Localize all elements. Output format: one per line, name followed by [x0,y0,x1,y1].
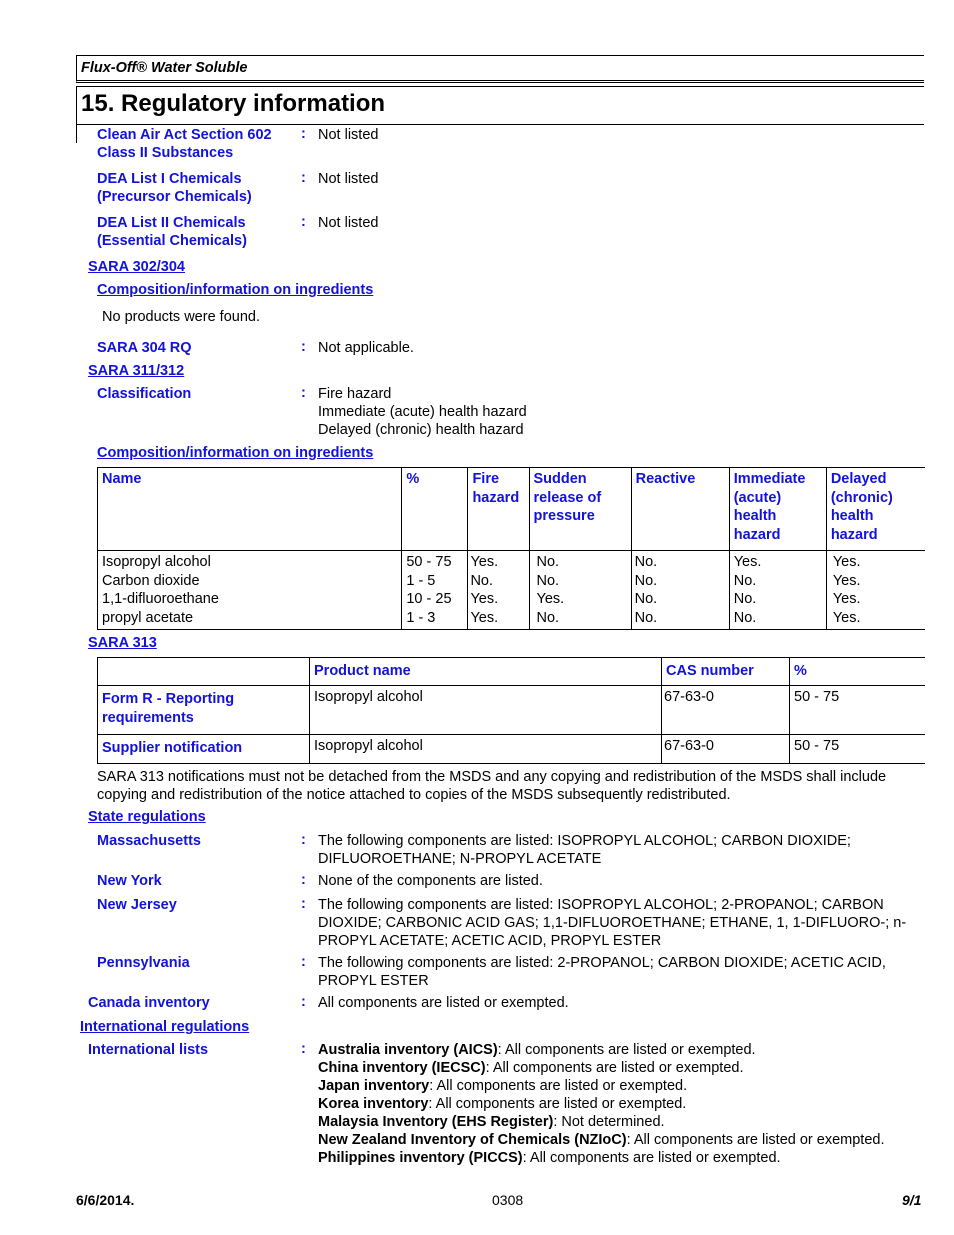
international-lists [318,1041,938,1167]
section-left-rule [76,125,77,143]
cell-fire [468,551,529,630]
classification-item: Delayed (chronic) health hazard [318,422,524,438]
supplier-notification-label: Supplier notification [98,735,310,764]
sara-304-rq-value: Not applicable. [318,340,414,356]
footer-code: 0308 [492,1192,524,1208]
sudden-value: Yes. [536,591,565,607]
dea-list-2-value: Not listed [318,215,379,231]
colon: : [301,896,306,912]
sudden-value: No. [536,572,560,589]
table-header-row [98,658,926,686]
section-header [76,86,924,125]
intl-list-value: : Not determined. [553,1114,665,1130]
colon: : [301,872,306,888]
international-lists-label: International lists [88,1042,209,1058]
dea-list-1-label: DEA List I Chemicals (Precursor Chemicals) [97,171,252,205]
intl-list-value: : All components are listed or exempted. [485,1060,744,1076]
intl-list-name: Australia inventory (AICS) [318,1042,498,1058]
col-immediate: Immediate (acute) health hazard [729,468,826,551]
table-row [98,735,926,764]
sara-311-composition-heading: Composition/information on ingredients [97,445,374,461]
immediate-value: No. [733,591,757,607]
dea-list-2-label: DEA List II Chemicals (Essential Chemicals) [97,215,247,249]
canada-inventory-label: Canada inventory [88,995,210,1011]
col-percent: % [790,658,926,686]
colon: : [301,954,306,970]
percent-value: 10 - 25 [406,591,452,607]
colon: : [301,1041,306,1057]
ingredient-name: 1,1-difluoroethane [102,591,219,607]
col-cas-number: CAS number [662,658,790,686]
colon: : [301,214,306,230]
percent-cell: 50 - 75 [790,686,926,735]
sara-304-rq-label: SARA 304 RQ [97,340,192,356]
ingredient-name: Isopropyl alcohol [102,554,211,570]
intl-list-name: Korea inventory [318,1096,429,1112]
intl-list-value: : All components are listed or exempted. [497,1042,756,1058]
sara-302-heading: SARA 302/304 [88,259,185,275]
immediate-value: No. [733,609,757,626]
intl-list-item [318,1149,938,1167]
intl-list-item [318,1095,938,1113]
sara-311-table [97,467,925,630]
intl-list-item [318,1041,938,1059]
sara-302-composition-heading: Composition/information on ingredients [97,282,374,298]
product-header [76,55,924,83]
reactive-value: No. [634,572,658,589]
reactive-value: No. [634,609,658,626]
new-york-value: None of the components are listed. [318,873,543,889]
percent-cell: 50 - 75 [790,735,926,764]
clean-air-act-value: Not listed [318,127,379,143]
sara-313-heading: SARA 313 [88,635,157,651]
delayed-value: Yes. [832,609,861,626]
cell-reactive [631,551,729,630]
colon: : [301,126,306,142]
intl-list-item [318,1131,938,1149]
table-header-row [98,468,926,551]
percent-value: 50 - 75 [406,554,452,570]
intl-list-item [318,1113,938,1131]
fire-value: Yes. [470,554,499,570]
colon: : [301,385,306,401]
cell-percent [402,551,468,630]
intl-list-value: : All components are listed or exempted. [428,1096,687,1112]
colon: : [301,170,306,186]
col-product-name: Product name [310,658,662,686]
table-row [98,551,926,630]
classification-label: Classification [97,386,192,402]
sara-313-table [97,657,925,764]
fire-value: No. [470,572,494,589]
intl-list-name: Malaysia Inventory (EHS Register) [318,1114,554,1130]
state-regulations-heading: State regulations [88,809,206,825]
pennsylvania-label: Pennsylvania [97,955,190,971]
delayed-value: Yes. [832,554,861,570]
intl-list-name: Japan inventory [318,1078,430,1094]
delayed-value: Yes. [832,591,861,607]
col-percent: % [402,468,468,551]
col-delayed: Delayed (chronic) health hazard [826,468,925,551]
pennsylvania-value: The following components are listed: 2-PROPANOL; CARBON DIOXIDE; ACETIC ACID, PROPYL ESTER [318,955,886,989]
col-reactive: Reactive [631,468,729,551]
new-jersey-label: New Jersey [97,897,177,913]
percent-value: 1 - 3 [406,609,436,626]
immediate-value: No. [733,572,757,589]
sara-311-heading: SARA 311/312 [88,363,185,379]
product-cell: Isopropyl alcohol [310,735,662,764]
table-row [98,686,926,735]
cell-names [98,551,402,630]
colon: : [301,832,306,848]
product-name: Flux-Off® Water Soluble [81,60,248,76]
section-title: 15. Regulatory information [81,90,386,117]
percent-value: 1 - 5 [406,572,436,589]
clean-air-act-label: Clean Air Act Section 602 Class II Substances [97,127,272,161]
ingredient-name: propyl acetate [102,609,194,626]
dea-list-1-value: Not listed [318,171,379,187]
cell-delayed [826,551,925,630]
intl-list-value: : All components are listed or exempted. [522,1150,781,1166]
col-fire-hazard: Fire hazard [468,468,529,551]
col-sudden-release: Sudden release of pressure [529,468,631,551]
classification-values [318,385,527,439]
sara-313-notice: SARA 313 notifications must not be detached from the MSDS and any copying and redistribution of the MSDS shall include copying and redistribution of the notice attached to copies of the MSDS subsequently redistributed. [97,769,887,803]
reactive-value: No. [634,591,658,607]
intl-list-item [318,1077,938,1095]
classification-item: Immediate (acute) health hazard [318,404,527,420]
massachusetts-label: Massachusetts [97,833,201,849]
product-cell: Isopropyl alcohol [310,686,662,735]
classification-item: Fire hazard [318,386,392,402]
intl-list-value: : All components are listed or exempted. [429,1078,688,1094]
reactive-value: No. [634,554,658,570]
canada-inventory-value: All components are listed or exempted. [318,995,569,1011]
sudden-value: No. [536,609,560,626]
delayed-value: Yes. [832,572,861,589]
new-york-label: New York [97,873,162,889]
intl-list-name: China inventory (IECSC) [318,1060,486,1076]
footer-page-number: 9/1 [902,1192,922,1208]
form-r-label: Form R - Reporting requirements [98,686,310,735]
no-products-text: No products were found. [102,309,260,325]
col-name: Name [98,468,402,551]
ingredient-name: Carbon dioxide [102,572,200,589]
colon: : [301,994,306,1010]
cas-cell: 67-63-0 [662,686,790,735]
immediate-value: Yes. [733,554,762,570]
fire-value: Yes. [470,609,499,626]
intl-list-value: : All components are listed or exempted. [626,1132,885,1148]
intl-list-item [318,1059,938,1077]
cell-immediate [729,551,826,630]
cas-cell: 67-63-0 [662,735,790,764]
intl-list-name: New Zealand Inventory of Chemicals (NZIoC) [318,1132,627,1148]
blank-header-cell [98,658,310,686]
international-regulations-heading: International regulations [80,1019,250,1035]
intl-list-name: Philippines inventory (PICCS) [318,1150,523,1166]
massachusetts-value: The following components are listed: ISOPROPYL ALCOHOL; CARBON DIOXIDE; DIFLUOROETHANE; N-PROPYL ACETATE [318,833,851,867]
cell-sudden [529,551,631,630]
sudden-value: No. [536,554,560,570]
footer-date: 6/6/2014. [76,1192,135,1208]
new-jersey-value: The following components are listed: ISOPROPYL ALCOHOL; 2-PROPANOL; CARBON DIOXIDE; CARBONIC ACID GAS; 1,1-DIFLUOROETHANE; ETHANE, 1, 1-DIFLUORO-; n-PROPYL ACETATE; ACETIC ACID, PROPYL ESTER [318,897,907,949]
fire-value: Yes. [470,591,499,607]
colon: : [301,339,306,355]
